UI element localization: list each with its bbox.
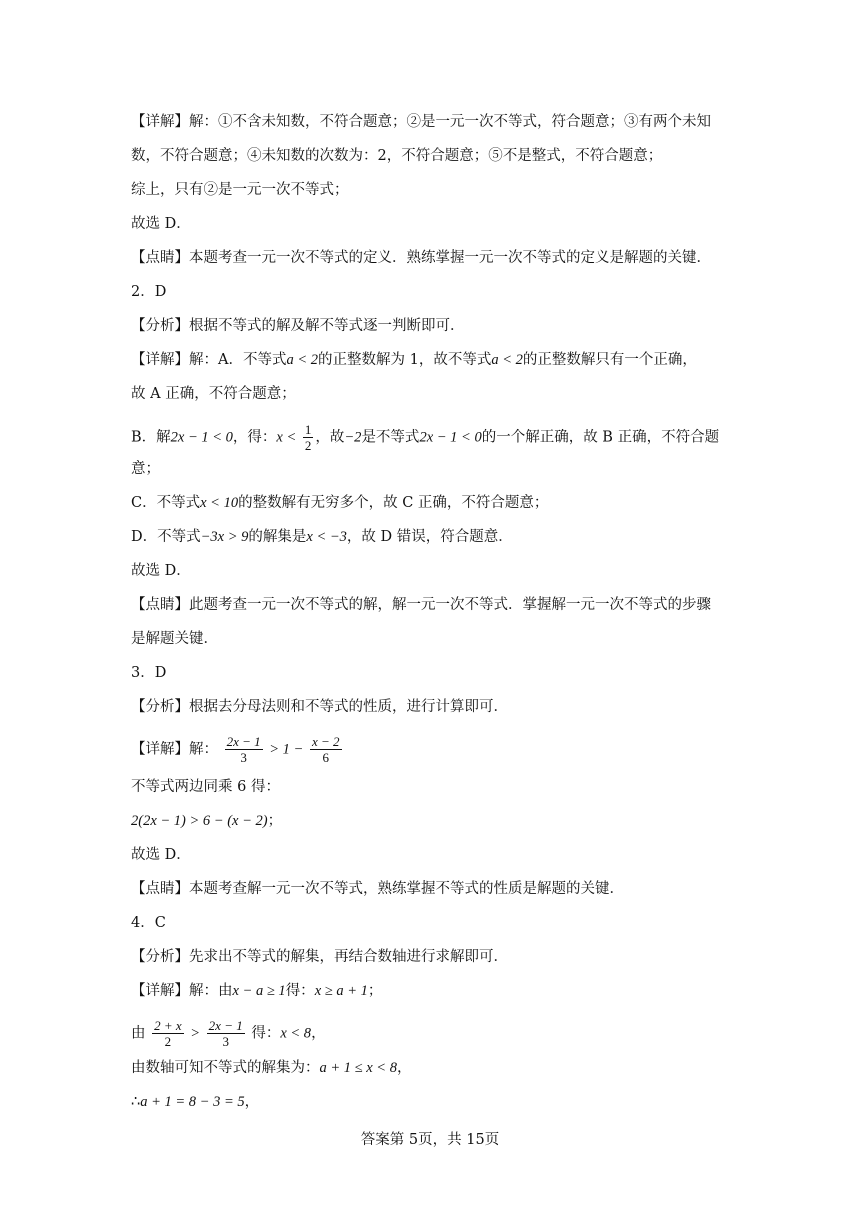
math-expression: x < −3	[306, 529, 347, 545]
text: 的解集是	[248, 529, 307, 545]
q3-equation	[131, 812, 282, 830]
text-line: 故选 D．	[131, 847, 191, 863]
text-line: 故选 D．	[131, 563, 191, 579]
text-line: 是解题关键．	[131, 631, 218, 647]
text: ，得：	[232, 429, 277, 446]
math-expression: x <	[276, 429, 297, 446]
text-line: 【分析】根据不等式的解及解不等式逐一判断即可．	[131, 318, 465, 334]
q2-option-b	[131, 422, 719, 453]
text: ；	[367, 983, 383, 999]
text: 的正整数解为 1，故不等式	[318, 352, 492, 368]
text: 【详解】解：A．不等式	[131, 352, 287, 368]
q2-option-d	[131, 528, 513, 546]
question-number: 3．D	[131, 665, 167, 681]
text-line: 意；	[131, 461, 160, 477]
therefore-symbol: ∴	[131, 1094, 141, 1110]
page-footer: 答案第 5页，共 15页	[360, 1132, 500, 1148]
text: 的整数解有无穷多个，故 C 正确，不符合题意；	[238, 495, 549, 511]
q4-detail	[131, 982, 382, 1000]
text-line: 【详解】解：①不含未知数，不符合题意；②是一元一次不等式，符合题意；③有两个未知	[131, 114, 711, 130]
q2-option-c	[131, 494, 548, 512]
text-line: 【点睛】此题考查一元一次不等式的解，解一元一次不等式．掌握解一元一次不等式的步骤	[131, 597, 711, 613]
text: ，	[311, 1025, 326, 1042]
math-expression: 2(2x − 1) > 6 − (x − 2)	[131, 813, 268, 829]
fraction-denominator: 3	[240, 750, 247, 765]
math-expression: a < 2	[491, 352, 523, 368]
math-expression: x ≥ a + 1	[314, 983, 368, 999]
math-expression: 2x − 1 < 0	[419, 429, 482, 446]
text: ，故	[315, 429, 345, 446]
text-line: 故选 D．	[131, 216, 191, 232]
text: 由数轴可知不等式的解集为：	[131, 1060, 320, 1076]
q3-detail	[131, 734, 344, 765]
text: 【详解】解：	[131, 741, 218, 758]
math-expression: a + 1 = 8 − 3 = 5	[140, 1094, 245, 1110]
text: 的一个解正确，故 B 正确，不符合题	[481, 429, 720, 446]
text: D．不等式	[131, 529, 201, 545]
q4-line4	[131, 1093, 259, 1111]
fraction-numerator: x − 2	[311, 734, 340, 749]
text-line: 不等式两边同乘 6 得：	[131, 779, 280, 795]
text: 由	[131, 1025, 146, 1042]
text-line: 【分析】先求出不等式的解集，再结合数轴进行求解即可．	[131, 949, 508, 965]
math-expression: >	[190, 1025, 201, 1042]
question-number: 4．C	[131, 915, 166, 931]
text: 【详解】解：由	[131, 983, 233, 999]
fraction-numerator: 2x − 1	[226, 734, 261, 749]
fraction-denominator: 2	[304, 438, 312, 453]
math-expression: x < 8	[280, 1025, 312, 1042]
fraction-denominator: 2	[164, 1034, 172, 1049]
math-expression: −3x > 9	[200, 529, 249, 545]
text-line: 故 A 正确，不符合题意；	[131, 386, 296, 402]
fraction	[207, 1018, 245, 1049]
q2-detail-a	[131, 351, 697, 369]
math-expression: a < 2	[286, 352, 319, 368]
math-expression: a + 1 ≤ x < 8	[319, 1060, 397, 1076]
q4-line3	[131, 1059, 411, 1077]
question-number: 2．D	[131, 284, 167, 300]
fraction-denominator: 3	[222, 1034, 229, 1049]
fraction	[310, 734, 342, 765]
text: ；	[267, 813, 283, 829]
q4-line2	[131, 1018, 326, 1049]
math-expression: −2	[344, 429, 362, 446]
text-line: 【点睛】本题考查解一元一次不等式，熟练掌握不等式的性质是解题的关键．	[131, 881, 624, 897]
text: C．不等式	[131, 495, 201, 511]
fraction	[303, 422, 314, 453]
text: 得：	[285, 983, 315, 999]
text: ，	[244, 1094, 260, 1110]
math-expression: x < 10	[200, 495, 239, 511]
text: 得：	[251, 1025, 281, 1042]
math-expression: x − a ≥ 1	[232, 983, 286, 999]
fraction	[152, 1018, 184, 1049]
fraction-denominator: 6	[322, 750, 329, 765]
text: ，故 D 错误，符合题意．	[346, 529, 513, 545]
text-line: 综上，只有②是一元一次不等式；	[131, 182, 349, 198]
text: B．解	[131, 429, 171, 446]
text-line: 【分析】根据去分母法则和不等式的性质，进行计算即可．	[131, 699, 508, 715]
fraction	[225, 734, 263, 765]
fraction-numerator: 1	[304, 422, 312, 437]
text-line: 数，不符合题意；④未知数的次数为：2，不符合题意；⑤不是整式，不符合题意；	[131, 148, 663, 164]
math-expression: > 1 −	[269, 741, 304, 758]
text: 是不等式	[361, 429, 420, 446]
text: 的正整数解只有一个正确，	[522, 352, 697, 368]
text: ，	[396, 1060, 412, 1076]
fraction-numerator: 2 + x	[154, 1018, 182, 1033]
fraction-numerator: 2x − 1	[208, 1018, 243, 1033]
math-expression: 2x − 1 < 0	[170, 429, 233, 446]
text-line: 【点睛】本题考查一元一次不等式的定义．熟练掌握一元一次不等式的定义是解题的关键．	[131, 250, 711, 266]
